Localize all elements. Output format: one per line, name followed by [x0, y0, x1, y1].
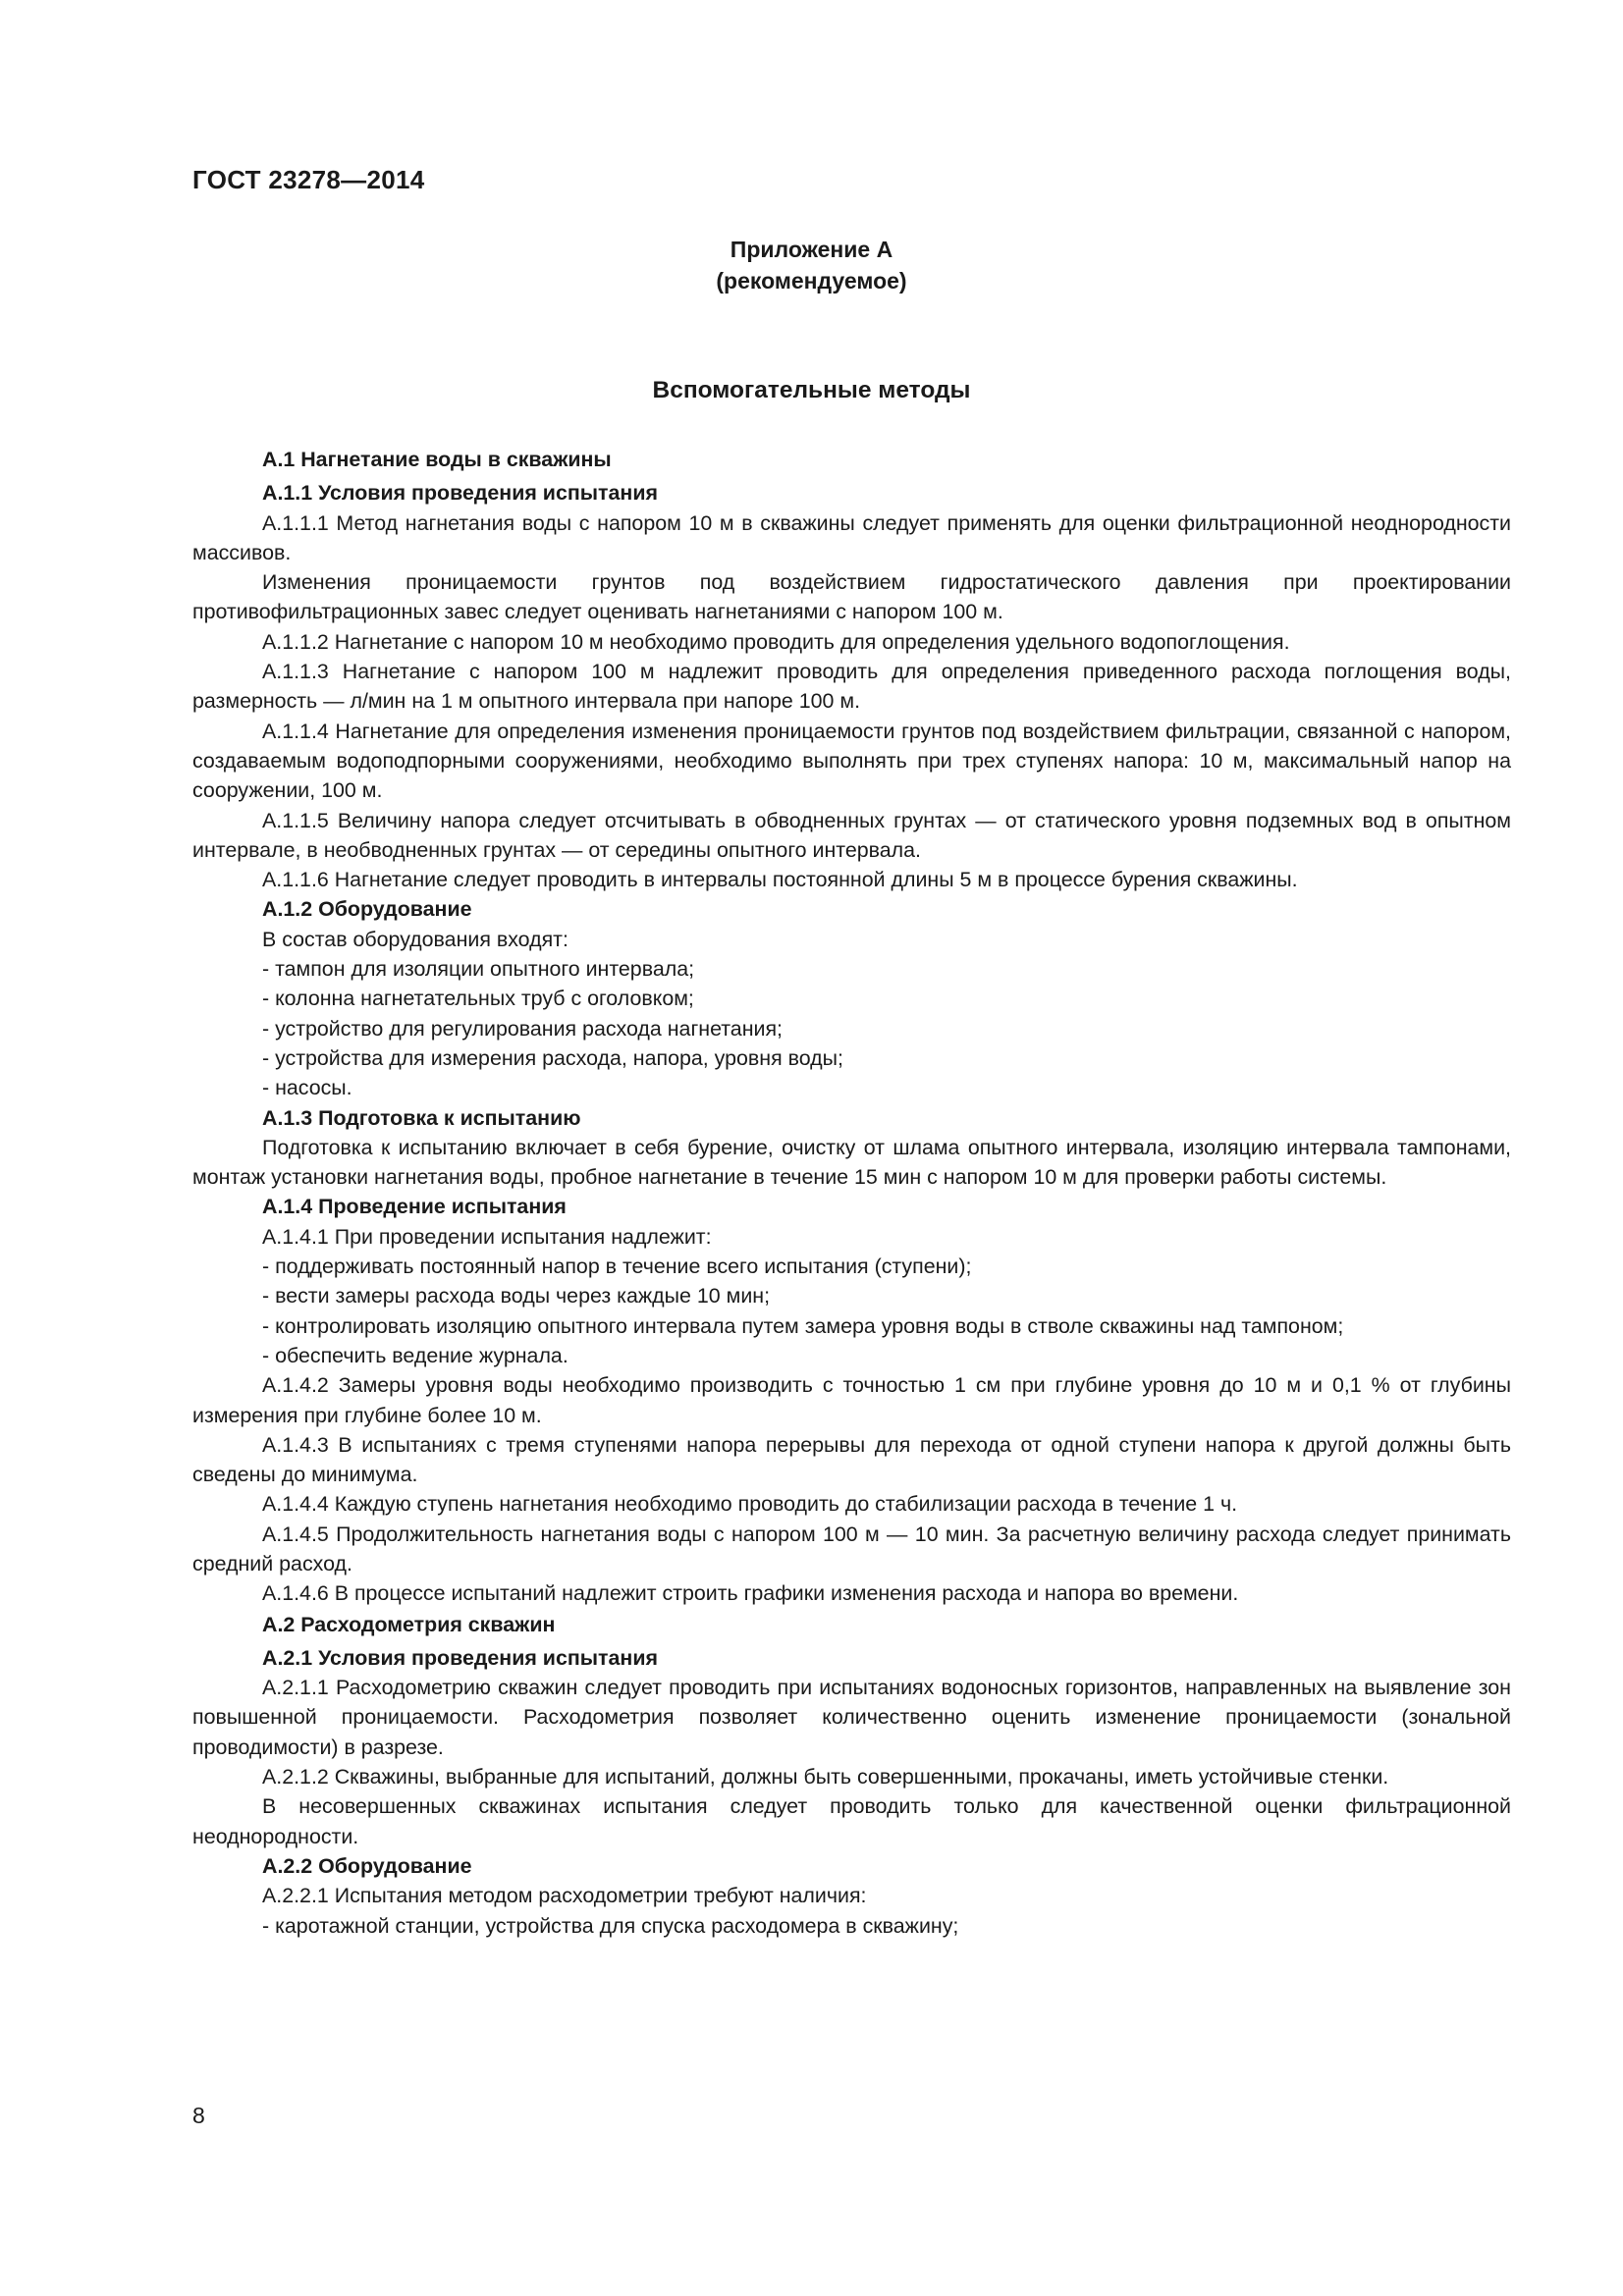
appendix-title: Приложение А [730, 237, 893, 262]
list-item: - тампон для изоляции опытного интервала; [262, 957, 695, 982]
paragraph: А.1.1.4 Нагнетание для определения изменения проницаемости грунтов под воздействием фильтрации, связанной с напором, создаваемым водоподпорными сооружениями, необходимо выполнять при трех ступенях напора: 10 м, максимальный напор на сооружении, 100 м. [192, 719, 1511, 803]
list-item: - обеспечить ведение журнала. [262, 1343, 568, 1367]
paragraph: А.2.1.1 Расходометрию скважин следует проводить при испытаниях водоносных горизонтов, направленных на выявление зон повышенной проницаемости. Расходометрия позволяет количественно оценить изменение проницаемости (зональной проводимости) в разрезе. [192, 1676, 1511, 1759]
paragraph: А.1.4.2 Замеры уровня воды необходимо производить с точностью 1 см при глубине уровня до 10 м и 0,1 % от глубины измерения при глубине более 10 м. [192, 1373, 1511, 1427]
page-number: 8 [192, 2103, 205, 2128]
section-title: Вспомогательные методы [652, 377, 971, 403]
paragraph: А.1.4.5 Продолжительность нагнетания воды с напором 100 м — 10 мин. За расчетную величину расхода следует принимать средний расход. [192, 1522, 1511, 1575]
paragraph: А.1.1.2 Нагнетание с напором 10 м необходимо проводить для определения удельного водопоглощения. [262, 629, 1290, 654]
paragraph: А.1.1.1 Метод нагнетания воды с напором 10 м в скважины следует применять для оценки фильтрационной неоднородности массивов. [192, 510, 1511, 564]
list-item: В состав оборудования входят: [262, 927, 568, 951]
paragraph: А.1.1.6 Нагнетание следует проводить в интервалы постоянной длины 5 м в процессе бурения скважины. [262, 868, 1298, 892]
appendix-heading [0, 234, 1623, 296]
document-body [192, 444, 1511, 1941]
appendix-subtitle: (рекомендуемое) [716, 268, 907, 294]
paragraph: А.1.4.6 В процессе испытаний надлежит строить графики изменения расхода и напора во времени. [262, 1581, 1239, 1606]
subsection-heading: А.2.2 Оборудование [262, 1853, 472, 1878]
section-heading: А.1 Нагнетание воды в скважины [262, 448, 612, 471]
subsection-heading: А.1.1 Условия проведения испытания [262, 481, 658, 506]
subsection-heading: А.2.1 Условия проведения испытания [262, 1645, 658, 1670]
subsection-heading: А.1.4 Проведение испытания [262, 1195, 567, 1219]
paragraph: Изменения проницаемости грунтов под воздействием гидростатического давления при проектировании противофильтрационных завес следует оценивать нагнетаниями с напором 100 м. [192, 570, 1511, 624]
list-item: - вести замеры расхода воды через каждые 10 мин; [262, 1284, 771, 1308]
list-item: - каротажной станции, устройства для спуска расходомера в скважину; [262, 1913, 959, 1938]
paragraph: - контролировать изоляцию опытного интервала путем замера уровня воды в стволе скважины над тампоном; [262, 1313, 1344, 1338]
list-item: - устройство для регулирования расхода нагнетания; [262, 1016, 783, 1041]
list-item: А.2.2.1 Испытания методом расходометрии требуют наличия: [262, 1884, 867, 1908]
paragraph: А.1.1.5 Величину напора следует отсчитывать в обводненных грунтах — от статического уровня подземных вод в опытном интервале, в необводненных грунтах — от середины опытного интервала. [192, 808, 1511, 862]
document-header: ГОСТ 23278—2014 [192, 165, 425, 194]
paragraph: В несовершенных скважинах испытания следует проводить только для качественной оценки фильтрационной неоднородности. [192, 1794, 1511, 1848]
list-item: - устройства для измерения расхода, напора, уровня воды; [262, 1045, 843, 1070]
paragraph: Подготовка к испытанию включает в себя бурение, очистку от шлама опытного интервала, изоляцию интервала тампонами, монтаж установки нагнетания воды, пробное нагнетание в течение 15 мин с напором 10 м для проверки работы системы. [192, 1135, 1511, 1190]
paragraph: А.1.4.3 В испытаниях с тремя ступенями напора перерывы для перехода от одной ступени напора к другой должны быть сведены до минимума. [192, 1432, 1511, 1487]
paragraph: А.1.4.4 Каждую ступень нагнетания необходимо проводить до стабилизации расхода в течение 1 ч. [262, 1492, 1238, 1517]
section-heading: А.2 Расходометрия скважин [262, 1612, 556, 1636]
paragraph: А.2.1.2 Скважины, выбранные для испытаний, должны быть совершенными, прокачаны, иметь устойчивые стенки. [262, 1765, 1389, 1789]
paragraph: А.1.1.3 Нагнетание с напором 100 м надлежит проводить для определения приведенного расхода поглощения воды, размерность — л/мин на 1 м опытного интервала при напоре 100 м. [192, 660, 1511, 714]
subsection-heading: А.1.2 Оборудование [262, 897, 472, 922]
list-item: - колонна нагнетательных труб с оголовком; [262, 987, 694, 1011]
list-item: А.1.4.1 При проведении испытания надлежит: [262, 1224, 712, 1249]
subsection-heading: А.1.3 Подготовка к испытанию [262, 1105, 581, 1130]
list-item: - насосы. [262, 1076, 352, 1100]
list-item: - поддерживать постоянный напор в течение всего испытания (ступени); [262, 1255, 972, 1279]
